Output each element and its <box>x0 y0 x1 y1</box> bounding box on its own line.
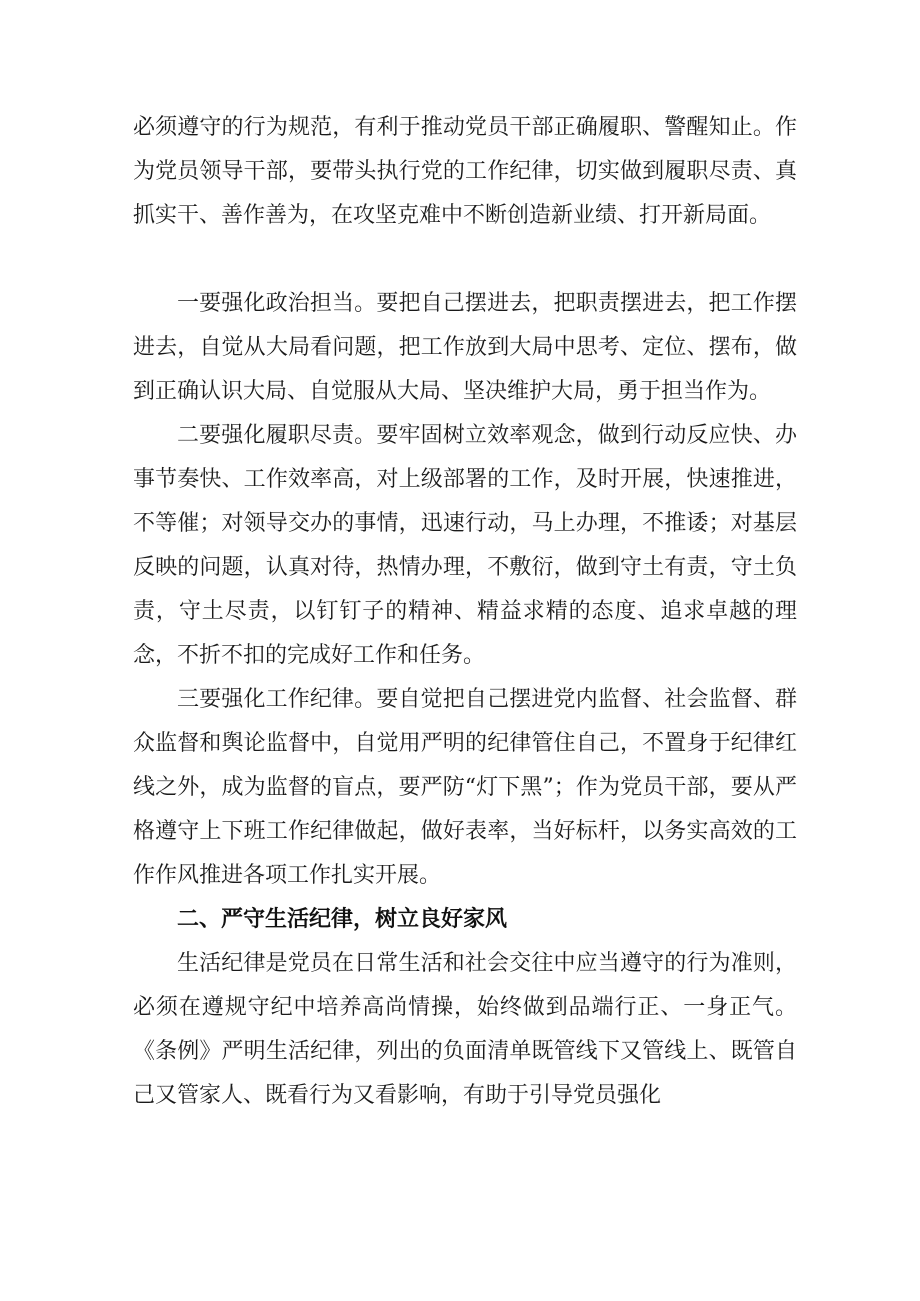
paragraph-duty-performance: 二要强化履职尽责。要牢固树立效率观念，做到行动反应快、办事节奏快、工作效率高，对上级部署的工作，及时开展，快速推进，不等催；对领导交办的事情，迅速行动，马上办理，不推诿；对基层反映的问题，认真对待，热情办理，不敷衍，做到守土有责，守土负责，守土尽责，以钉钉子的精神、精益求精的态度、追求卓越的理念，不折不扣的完成好工作和任务。 <box>133 423 797 668</box>
paragraph-work-discipline: 三要强化工作纪律。要自觉把自己摆进党内监督、社会监督、群众监督和舆论监督中，自觉用严明的纪律管住自己，不置身于纪律红线之外，成为监督的盲点，要严防“灯下黑”；作为党员干部，要从严格遵守上下班工作纪律做起，做好表率，当好标杆，以务实高效的工作作风推进各项工作扎实开展。 <box>133 687 797 888</box>
paragraph-political-responsibility: 一要强化政治担当。要把自己摆进去，把职责摆进去，把工作摆进去，自觉从大局看问题，把工作放到大局中思考、定位、摆布，做到正确认识大局、自觉服从大局、坚决维护大局，勇于担当作为。 <box>133 291 797 404</box>
document-body <box>133 106 797 1118</box>
paragraph-life-discipline: 生活纪律是党员在日常生活和社会交往中应当遵守的行为准则，必须在遵规守纪中培养高尚情操，始终做到品端行正、一身正气。《条例》严明生活纪律，列出的负面清单既管线下又管线上、既管自己又管家人、既看行为又看影响，有助于引导党员强化 <box>133 951 797 1108</box>
section-heading: 二、严守生活纪律，树立良好家风 <box>177 907 508 932</box>
paragraph-continuation: 必须遵守的行为规范，有利于推动党员干部正确履职、警醒知止。作为党员领导干部，要带头执行党的工作纪律，切实做到履职尽责、真抓实干、善作善为，在攻坚克难中不断创造新业绩、打开新局面。 <box>133 115 797 228</box>
